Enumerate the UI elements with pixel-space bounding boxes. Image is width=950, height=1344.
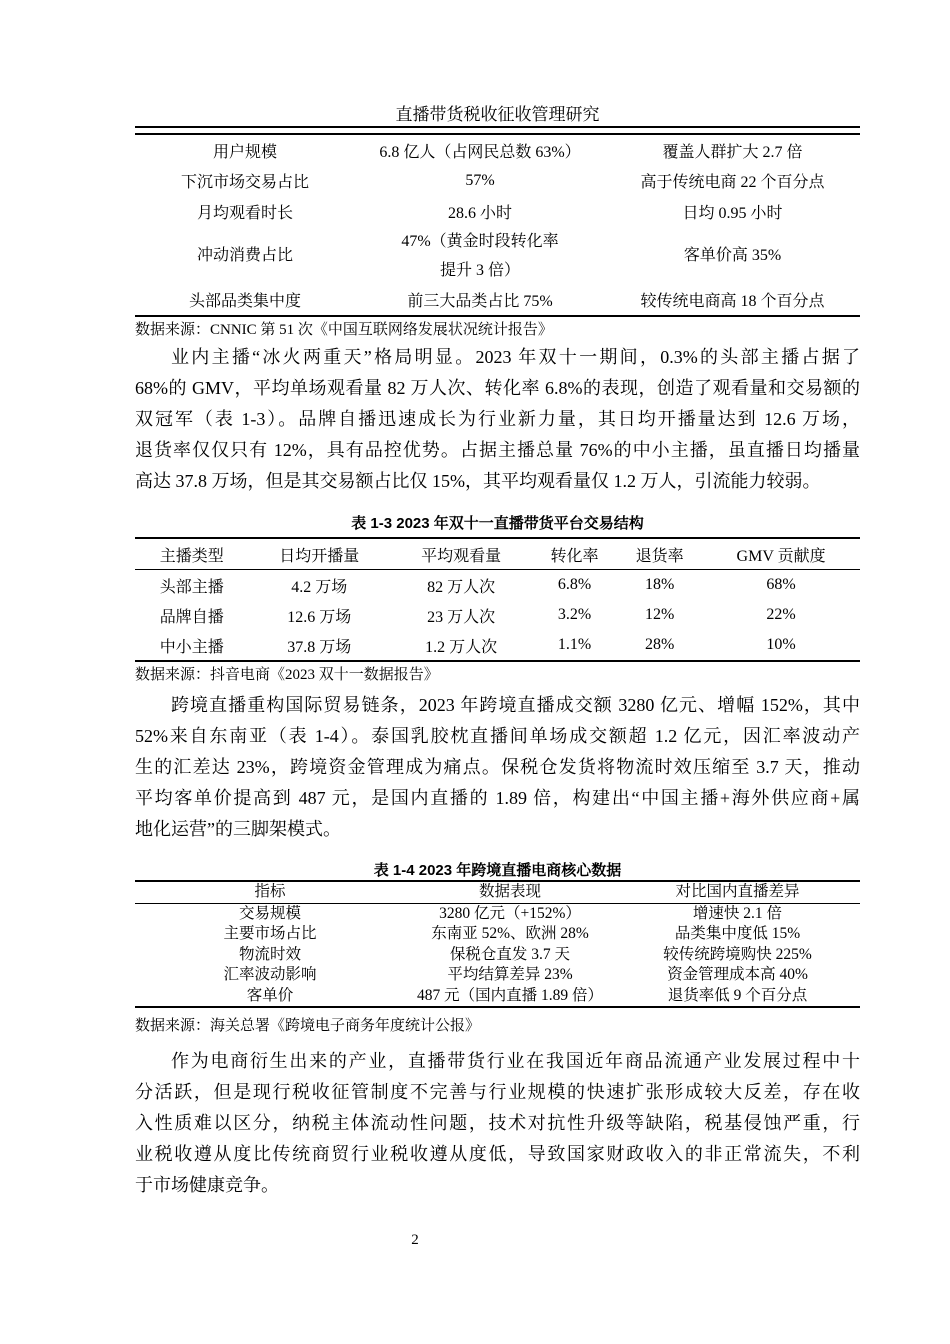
table-cell: 68% <box>766 576 796 593</box>
table-row <box>135 965 860 986</box>
table-cell: 物流时效 <box>238 945 301 963</box>
paragraph-line: 业税收遵从度比传统商贸行业税收遵从度低，导致国家财政收入的非正常流失，不利 <box>135 1144 860 1164</box>
table-row <box>135 924 860 945</box>
table-cell: 客单价 <box>246 986 294 1004</box>
table-row <box>135 570 860 601</box>
table-cell: 保税仓直发 3.7 天 <box>449 945 571 963</box>
table-cell: 57% <box>465 171 495 189</box>
column-header: 指标 <box>254 883 286 901</box>
paragraph-line: 高达 37.8 万场，但是其交易额占比仅 15%，其平均观看量仅 1.2 万人，引流能力较弱。 <box>135 471 821 491</box>
table-row <box>135 600 860 630</box>
table-cell: 主要市场占比 <box>223 925 317 943</box>
table-cell: 6.8% <box>557 576 592 593</box>
table-cell: 47%（黄金时段转化率提升 3 倍） <box>401 232 559 279</box>
table-cell: 18% <box>644 576 675 593</box>
table-cell: 37.8 万场 <box>287 638 352 656</box>
table-cell: 平均结算差异 23% <box>447 966 573 984</box>
paragraph-line: 于市场健康竞争。 <box>135 1175 279 1195</box>
paragraph-line: 生的汇差达 23%，跨境资金管理成为痛点。保税仓发货将物流时效压缩至 3.7 天，推动 <box>135 757 860 777</box>
table-row <box>135 945 860 966</box>
table-cell: 中小主播 <box>159 638 224 656</box>
table-cell: 下沉市场交易占比 <box>180 174 309 192</box>
table-cell: 东南亚 52%、欧洲 28% <box>431 925 589 943</box>
table-cell: 日均 0.95 小时 <box>682 204 783 222</box>
paragraph-1 <box>135 342 860 497</box>
table-row <box>135 285 860 317</box>
table-cell: 头部品类集中度 <box>188 293 301 311</box>
column-header: 对比国内直播差异 <box>675 883 800 901</box>
paragraph-line: 平均客单价提高到 487 元，是国内直播的 1.89 倍，构建出“中国主播+海外供应商+属 <box>135 788 860 808</box>
paragraph-line: 分活跃，但是现行税收征管制度不完善与行业规模的快速扩张形成较大反差，存在收 <box>135 1082 860 1102</box>
paragraph-line: 退货率仅仅只有 12%，具有品控优势。占据主播总量 76%的中小主播，虽直播日均播量 <box>135 440 860 460</box>
table-1-3 <box>135 537 860 662</box>
paragraph-line: 双冠军（表 1-3）。品牌自播迅速成长为行业新力量，其日均开播量达到 12.6 万场， <box>135 409 860 429</box>
table-cell: 资金管理成本高 40% <box>667 966 808 984</box>
table-cell: 月均观看时长 <box>196 204 293 222</box>
paragraph-line: 业内主播“冰火两重天”格局明显。2023 年双十一期间，0.3%的头部主播占据了 <box>171 347 860 367</box>
table-cell: 1.2 万人次 <box>425 638 498 656</box>
table-cell: 增速快 2.1 倍 <box>692 904 783 922</box>
table-1-3-source: 数据来源：抖音电商《2023 双十一数据报告》 <box>135 667 439 683</box>
table-cell: 12.6 万场 <box>287 608 352 626</box>
paragraph-line: 52%来自东南亚（表 1-4）。泰国乳胶枕直播间单场成交额超 1.2 亿元，因汇率波动产 <box>135 726 860 746</box>
table-1-4-caption: 表 1-4 2023 年跨境直播电商核心数据 <box>373 862 622 879</box>
paragraph-3 <box>135 1046 860 1201</box>
paragraph-2 <box>135 690 860 845</box>
column-header: 日均开播量 <box>279 547 360 565</box>
table-cell: 23 万人次 <box>427 608 496 626</box>
table-1-2 <box>135 133 860 317</box>
table-cell: 用户规模 <box>212 143 277 161</box>
table-cell: 22% <box>766 606 796 623</box>
table-cell: 28% <box>644 636 675 653</box>
column-header: 转化率 <box>550 547 599 565</box>
table-cell: 3280 亿元（+152%） <box>439 904 581 922</box>
table-cell: 品类集中度低 15% <box>674 925 801 943</box>
running-header: 直播带货税收征收管理研究 <box>395 105 600 124</box>
table-cell: 10% <box>766 636 796 653</box>
table-row <box>135 134 860 166</box>
paragraph-line: 地化运营”的三脚架模式。 <box>135 819 341 839</box>
column-header: 主播类型 <box>159 547 224 565</box>
table-cell: 品牌自播 <box>159 608 224 626</box>
table-cell: 3.2% <box>557 606 592 623</box>
table-cell: 12% <box>644 606 675 623</box>
table-cell: 头部主播 <box>159 578 224 596</box>
column-header: 退货率 <box>635 547 684 565</box>
table-cell: 1.1% <box>557 636 592 653</box>
header-rule <box>135 126 860 128</box>
table-cell: 高于传统电商 22 个百分点 <box>640 174 825 192</box>
table-cell: 汇率波动影响 <box>223 966 317 984</box>
table-cell: 前三大品类占比 75% <box>407 293 553 311</box>
table-1-4 <box>135 880 860 1008</box>
table-cell: 退货率低 9 个百分点 <box>667 986 808 1004</box>
table-cell: 较传统电商高 18 个百分点 <box>640 293 825 311</box>
table-1-2-source: 数据来源：CNNIC 第 51 次《中国互联网络发展状况统计报告》 <box>135 322 553 338</box>
paragraph-line: 入性质难以区分，纳税主体流动性问题，技术对抗性升级等缺陷，税基侵蚀严重，行 <box>135 1113 860 1133</box>
column-header: 数据表现 <box>478 883 541 901</box>
table-cell: 覆盖人群扩大 2.7 倍 <box>662 143 803 161</box>
table-row <box>135 196 860 227</box>
column-header: GMV 贡献度 <box>736 547 826 565</box>
table-cell: 较传统跨境购快 225% <box>663 945 812 963</box>
table-cell: 82 万人次 <box>427 578 496 596</box>
table-1-4-source: 数据来源：海关总署《跨境电子商务年度统计公报》 <box>135 1018 481 1034</box>
page-number: 2 <box>411 1232 419 1248</box>
table-cell: 冲动消费占比 <box>196 247 293 264</box>
table-1-3-caption: 表 1-3 2023 年双十一直播带货平台交易结构 <box>351 515 644 532</box>
table-row <box>135 903 860 924</box>
table-cell: 28.6 小时 <box>447 204 512 222</box>
table-cell: 4.2 万场 <box>291 578 348 596</box>
table-cell: 6.8 亿人（占网民总数 63%） <box>379 143 581 161</box>
table-cell: 交易规模 <box>238 904 301 922</box>
table-cell: 487 元（国内直播 1.89 倍） <box>416 986 603 1004</box>
table-row <box>135 166 860 197</box>
table-cell: 客单价高 35% <box>683 247 782 264</box>
table-row <box>135 630 860 661</box>
column-header: 平均观看量 <box>421 547 502 565</box>
paragraph-line: 作为电商衍生出来的产业，直播带货行业在我国近年商品流通产业发展过程中十 <box>171 1051 860 1071</box>
table-row <box>135 227 860 285</box>
paragraph-line: 跨境直播重构国际贸易链条，2023 年跨境直播成交额 3280 亿元、增幅 152%，其中 <box>171 695 860 715</box>
table-row <box>135 986 860 1008</box>
paragraph-line: 68%的 GMV，平均单场观看量 82 万人次、转化率 6.8%的表现，创造了观看量和交易额的 <box>135 378 860 398</box>
